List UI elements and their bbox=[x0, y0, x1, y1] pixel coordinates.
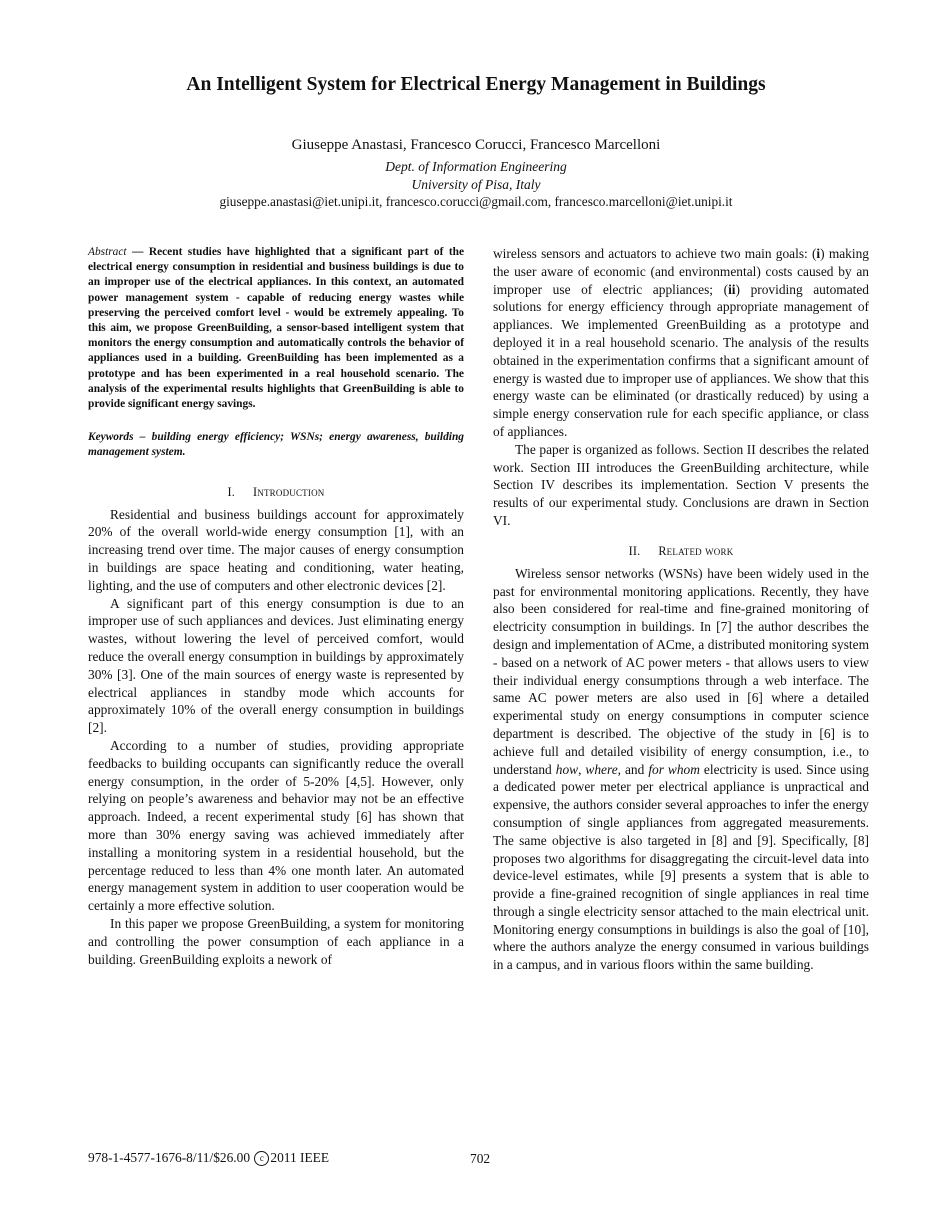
section-heading-introduction bbox=[88, 485, 464, 500]
text-run: electricity is used. Since using a dedicated power meter per electrical appliance is unpractical and expensive, the authors consider several approaches to infer the energy consumption of single appliances from aggregated measurements. The same objective is also targeted in [8] and [9]. Specifically, [8] proposes two algorithms for disaggregating the circuit-level data into device-level estimates, while [9] presents a system that is able to provide a fine-grained recognition of single appliances in real time through a single electricity sensor attached to the main electrical unit. Monitoring energy consumptions in buildings is also the goal of [10], where the authors analyze the energy consumed in various buildings in a campus, and in various floors within the same building. bbox=[493, 761, 869, 973]
organization-paragraph: The paper is organized as follows. Section II describes the related work. Section III introduces the GreenBuilding architecture, while Section IV describes its implementation. Section V presents the results of our experimental study. Conclusions are drawn in Section VI. bbox=[493, 441, 869, 528]
abstract bbox=[88, 245, 464, 412]
goal-marker-i: i bbox=[816, 246, 821, 261]
text-run: ) providing automated solutions for energy efficiency through appropriate management of appliances. We implemented GreenBuilding as a prototype and deployed it in a real household scenario. The analysis of the results obtained in the experimentation confirms that a significant amount of energy is wasted due to improper use of appliances. We show that this energy waste can be eliminated (or drastically reduced) by using a simple energy conservation rule for each specific appliance, or class of appliances. bbox=[493, 281, 869, 439]
keywords: Keywords – building energy efficiency; WSNs; energy awareness, building management system. bbox=[88, 431, 464, 459]
section-number: II. bbox=[628, 543, 641, 558]
emphasis-where: where bbox=[585, 761, 618, 777]
intro-paragraph-4: In this paper we propose GreenBuilding, a system for monitoring and controlling the power consumption of each appliance in a building. GreenBuilding exploits a nework of bbox=[88, 915, 464, 967]
section-title: Introduction bbox=[253, 484, 325, 499]
goal-marker-ii: ii bbox=[728, 281, 736, 297]
text-run: Wireless sensor networks (WSNs) have been widely used in the past for environmental monitoring applications. Recently, they have also been considered for real-time and fine-grained monitoring of electricity consumption in buildings. In [7] the author describes the design and implementation of ACme, a distributed monitoring system - based on a network of AC power meters - that allows users to view their individual energy consumptions through a web interface. The same AC power meters are also used in [6] where a detailed experimental study on energy consumptions in computer science department is described. The objective of the study in [6] is to achieve full and detailed visibility of energy consumption, i.e., to understand bbox=[493, 565, 869, 777]
text-run: , and bbox=[617, 761, 649, 777]
university-affiliation: University of Pisa, Italy bbox=[411, 177, 541, 192]
copyright-year: 2011 IEEE bbox=[270, 1150, 330, 1165]
section-title: Related work bbox=[658, 543, 734, 558]
section-heading-related-work bbox=[493, 544, 869, 559]
abstract-label: Abstract bbox=[88, 246, 127, 258]
author-list: Giuseppe Anastasi, Francesco Corucci, Francesco Marcelloni bbox=[291, 137, 661, 153]
emphasis-how: how bbox=[555, 761, 579, 777]
intro-paragraph-1: Residential and business buildings account for approximately 20% of the overall world-wide energy consumption [1], with an increasing trend over time. The major causes of energy consumption in buildings are space heating and conditioning, water heating, lighting, and the use of computers and other electronic devices [2]. bbox=[88, 506, 464, 593]
page-number: 702 bbox=[470, 1151, 491, 1166]
author-emails: giuseppe.anastasi@iet.unipi.it, francesco.corucci@gmail.com, francesco.marcelloni@iet.unipi.it bbox=[219, 194, 733, 209]
abstract-text: Recent studies have highlighted that a significant part of the electrical energy consumption in residential and business buildings is due to an improper use of the electrical appliances. In this context, an automated power management system - capable of reducing energy wastes while preserving the perceived comfort level - would be extremely appealing. To this aim, we propose GreenBuilding, a sensor-based intelligent system that monitors the energy consumption and automatically controls the behavior of appliances used in a building. GreenBuilding has been implemented as a prototype and has been experimented in a real household scenario. The analysis of the experimental results highlights that GreenBuilding is able to provide significant energy savings. bbox=[88, 246, 465, 411]
intro-paragraph-2: A significant part of this energy consumption is due to an improper use of such appliances and devices. Just eliminating energy wastes, without lowering the level of perceived comfort, would reduce the overall energy consumption in buildings by approximately 30% [3]. One of the main sources of energy waste is represented by electrical appliances in standby mode which accounts for approximately 10% of the overall energy consumption in buildings [2]. bbox=[88, 595, 464, 736]
text-run: wireless sensors and actuators to achieve two main goals: ( bbox=[493, 246, 817, 261]
copyright-symbol: c bbox=[254, 1151, 269, 1166]
related-work-paragraph bbox=[493, 565, 869, 974]
text-run: ) making the user aware of economic (and environmental) costs caused by an improper use of electric appliances; ( bbox=[493, 246, 869, 297]
right-column bbox=[493, 245, 869, 974]
intro-continuation-paragraph bbox=[493, 245, 869, 441]
footer-copyright bbox=[88, 1150, 329, 1166]
isbn-price: 978-1-4577-1676-8/11/$26.00 bbox=[88, 1150, 254, 1165]
emphasis-for-whom: for whom bbox=[648, 761, 700, 777]
paper-title: An Intelligent System for Electrical Energy Management in Buildings bbox=[186, 74, 766, 95]
department-affiliation: Dept. of Information Engineering bbox=[385, 159, 567, 174]
left-column bbox=[88, 245, 464, 968]
intro-paragraph-3: According to a number of studies, providing appropriate feedbacks to building occupants can significantly reduce the overall energy consumption, in the order of 5-20% [4,5]. However, only relying on people’s awareness and behavior may not be an effective approach. Indeed, a recent experimental study [6] has shown that more than 30% energy saving was achieved immediately after installing a monitoring system in a residential household, but the percentage reduced to less than 4% one month later. An automated energy management system in addition to user cooperation would be certainly a more effective solution. bbox=[88, 738, 464, 914]
abstract-dash: — bbox=[126, 246, 149, 258]
text-run: , bbox=[578, 761, 586, 777]
section-number: I. bbox=[227, 484, 236, 499]
